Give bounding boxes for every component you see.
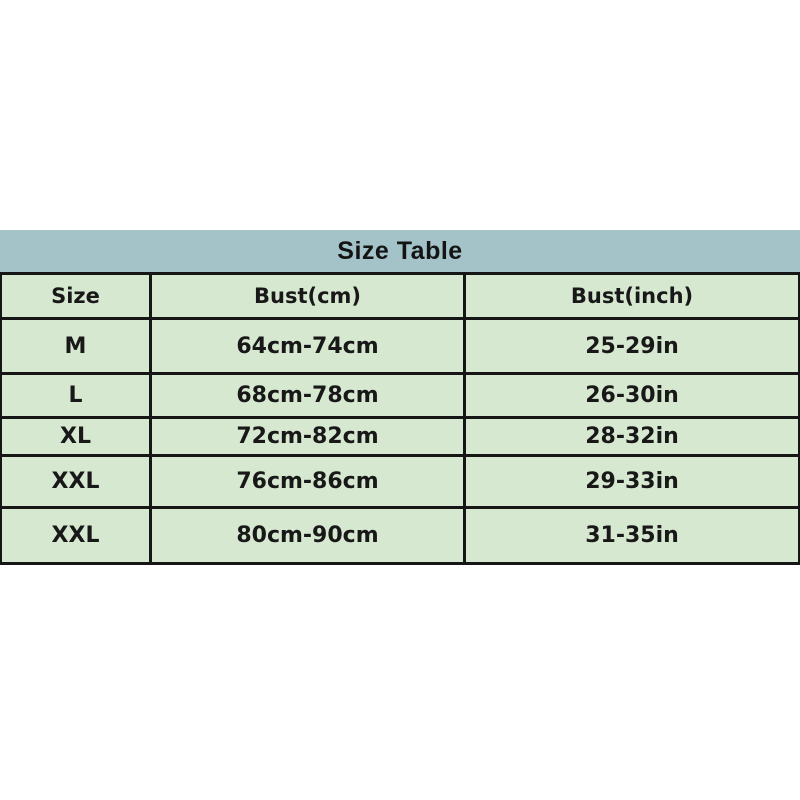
table-row	[2, 320, 798, 375]
cell-bust-cm: 64cm-74cm	[152, 320, 466, 372]
cell-bust-inch: 29-33in	[585, 469, 679, 494]
cell-bust-cm: 72cm-82cm	[152, 419, 466, 454]
cell-size: XXL	[2, 457, 152, 506]
size-chart	[0, 230, 800, 565]
cell-size: M	[2, 320, 152, 372]
cell-bust-inch: 28-32in	[585, 424, 679, 449]
column-header-size: Size	[2, 275, 152, 317]
cell-bust-inch: 25-29in	[585, 333, 679, 359]
table-row	[2, 457, 798, 509]
column-header-bust-inch: Bust(inch)	[570, 284, 694, 308]
cell-bust-inch: 31-35in	[585, 523, 679, 548]
table-header-row	[2, 275, 798, 320]
cell-bust-inch: 26-30in	[585, 383, 679, 408]
table-row	[2, 375, 798, 419]
cell-size: XXL	[2, 509, 152, 562]
column-header-bust-cm: Bust(cm)	[152, 275, 466, 317]
cell-bust-cm: 68cm-78cm	[152, 375, 466, 416]
size-table-title-band	[0, 230, 800, 272]
table-row	[2, 509, 798, 562]
table-row	[2, 419, 798, 457]
size-table	[0, 272, 800, 565]
cell-size: L	[2, 375, 152, 416]
cell-bust-cm: 76cm-86cm	[152, 457, 466, 506]
size-table-title: Size Table	[337, 236, 463, 265]
cell-size: XL	[2, 419, 152, 454]
cell-bust-cm: 80cm-90cm	[152, 509, 466, 562]
